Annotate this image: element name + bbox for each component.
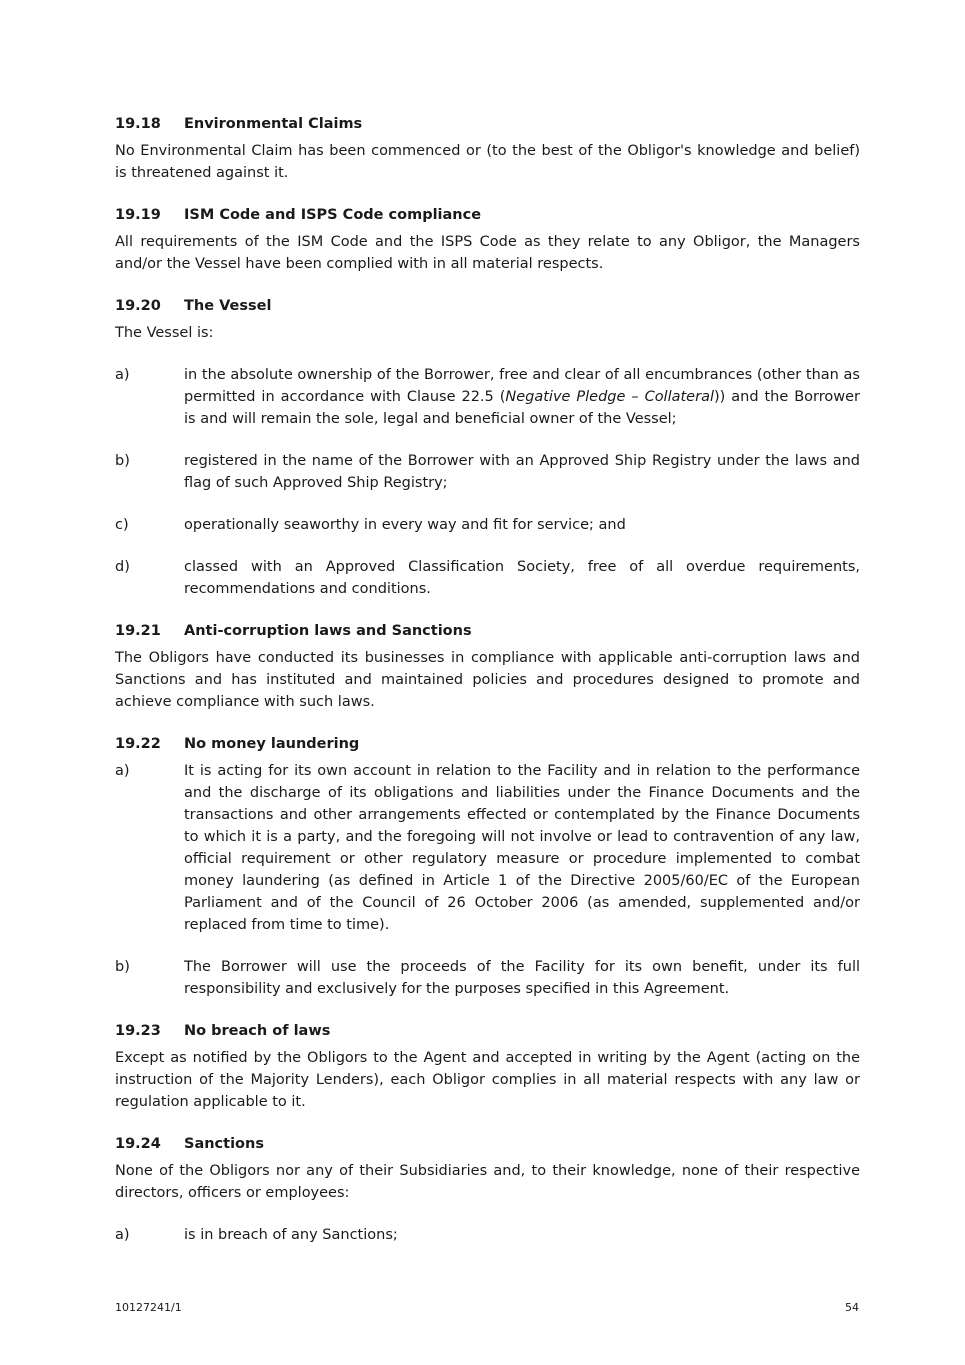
list-item-label: a) (115, 763, 130, 779)
section-number: 19.19 (115, 207, 161, 223)
list-item-label: b) (115, 959, 130, 975)
list-item-label: a) (115, 1227, 130, 1243)
section-heading-19-18 (115, 113, 860, 135)
section-title: Anti-corruption laws and Sanctions (184, 623, 472, 639)
section-body-19-21: The Obligors have conducted its businesses in compliance with applicable anti-corruption laws and Sanctions and has instituted and maintained policies and procedures designed to promote and achieve compliance with such laws. (115, 650, 860, 710)
section-heading-19-19 (115, 204, 860, 226)
section-body-19-24: None of the Obligors nor any of their Subsidiaries and, to their knowledge, none of their respective directors, officers or employees: (115, 1163, 860, 1201)
list-item-text: is in breach of any Sanctions; (184, 1227, 398, 1243)
clause-reference-italic: Negative Pledge – Collateral (505, 389, 714, 405)
section-title: ISM Code and ISPS Code compliance (184, 207, 482, 223)
section-title: No money laundering (184, 736, 360, 752)
list-item-label: a) (115, 367, 130, 383)
section-number: 19.23 (115, 1023, 161, 1039)
list-item-label: d) (115, 559, 130, 575)
list-item-label: c) (115, 517, 129, 533)
list-item (115, 450, 860, 494)
list-item-label: b) (115, 453, 130, 469)
section-number: 19.24 (115, 1136, 161, 1152)
section-heading-19-22 (115, 733, 860, 755)
section-intro-19-20: The Vessel is: (115, 325, 214, 341)
list-item (115, 956, 860, 1000)
section-title: The Vessel (184, 298, 272, 314)
section-body-19-23: Except as notified by the Obligors to the Agent and accepted in writing by the Agent (acting on the instruction of the Majority Lenders), each Obligor complies in all material respects with any law or regulation applicable to it. (115, 1050, 860, 1110)
section-title: No breach of laws (184, 1023, 331, 1039)
list-item-text: It is acting for its own account in relation to the Facility and in relation to the performance and the discharge of its obligations and liabilities under the Finance Documents and the transactions and other arrangements effected or contemplated by the Finance Documents to which it is a party, and the foregoing will not involve or lead to contravention of any law, official requirement or other regulatory measure or procedure implemented to combat money laundering (as defined in Article 1 of the Directive 2005/60/EC of the European Parliament and of the Council of 26 October 2006 (as amended, supplemented and/or replaced from time to time). (184, 763, 860, 933)
list-item-text: operationally seaworthy in every way and fit for service; and (184, 517, 626, 533)
section-number: 19.21 (115, 623, 161, 639)
section-heading-19-23 (115, 1020, 860, 1042)
list-item-text: The Borrower will use the proceeds of the Facility for its own benefit, under its full responsibility and exclusively for the purposes specified in this Agreement. (184, 959, 860, 997)
list-item (115, 760, 860, 936)
section-body-19-19: All requirements of the ISM Code and the ISPS Code as they relate to any Obligor, the Managers and/or the Vessel have been complied with in all material respects. (115, 234, 860, 272)
list-item-text: classed with an Approved Classification Society, free of all overdue requirements, recommendations and conditions. (184, 559, 860, 597)
document-page (115, 113, 860, 1246)
section-heading-19-21 (115, 620, 860, 642)
list-item (115, 364, 860, 430)
footer-page-number: 54 (845, 1301, 859, 1314)
section-number: 19.22 (115, 736, 161, 752)
section-body-19-18: No Environmental Claim has been commenced or (to the best of the Obligor's knowledge and belief) is threatened against it. (115, 143, 860, 181)
list-item (115, 514, 860, 536)
section-heading-19-24 (115, 1133, 860, 1155)
list-item (115, 556, 860, 600)
section-number: 19.18 (115, 116, 161, 132)
section-heading-19-20 (115, 295, 860, 317)
list-item-text: registered in the name of the Borrower with an Approved Ship Registry under the laws and flag of such Approved Ship Registry; (184, 453, 860, 491)
footer-doc-ref: 10127241/1 (115, 1301, 182, 1314)
list-item-text: in the absolute ownership of the Borrower, free and clear of all encumbrances (other than as permitted in accordance with Clause 22.5 (Negative Pledge – Collateral)) and the Borrower is and will remain the sole, legal and beneficial owner of the Vessel; (184, 367, 860, 427)
section-title: Sanctions (184, 1136, 264, 1152)
section-title: Environmental Claims (184, 116, 363, 132)
list-item (115, 1224, 860, 1246)
section-number: 19.20 (115, 298, 161, 314)
